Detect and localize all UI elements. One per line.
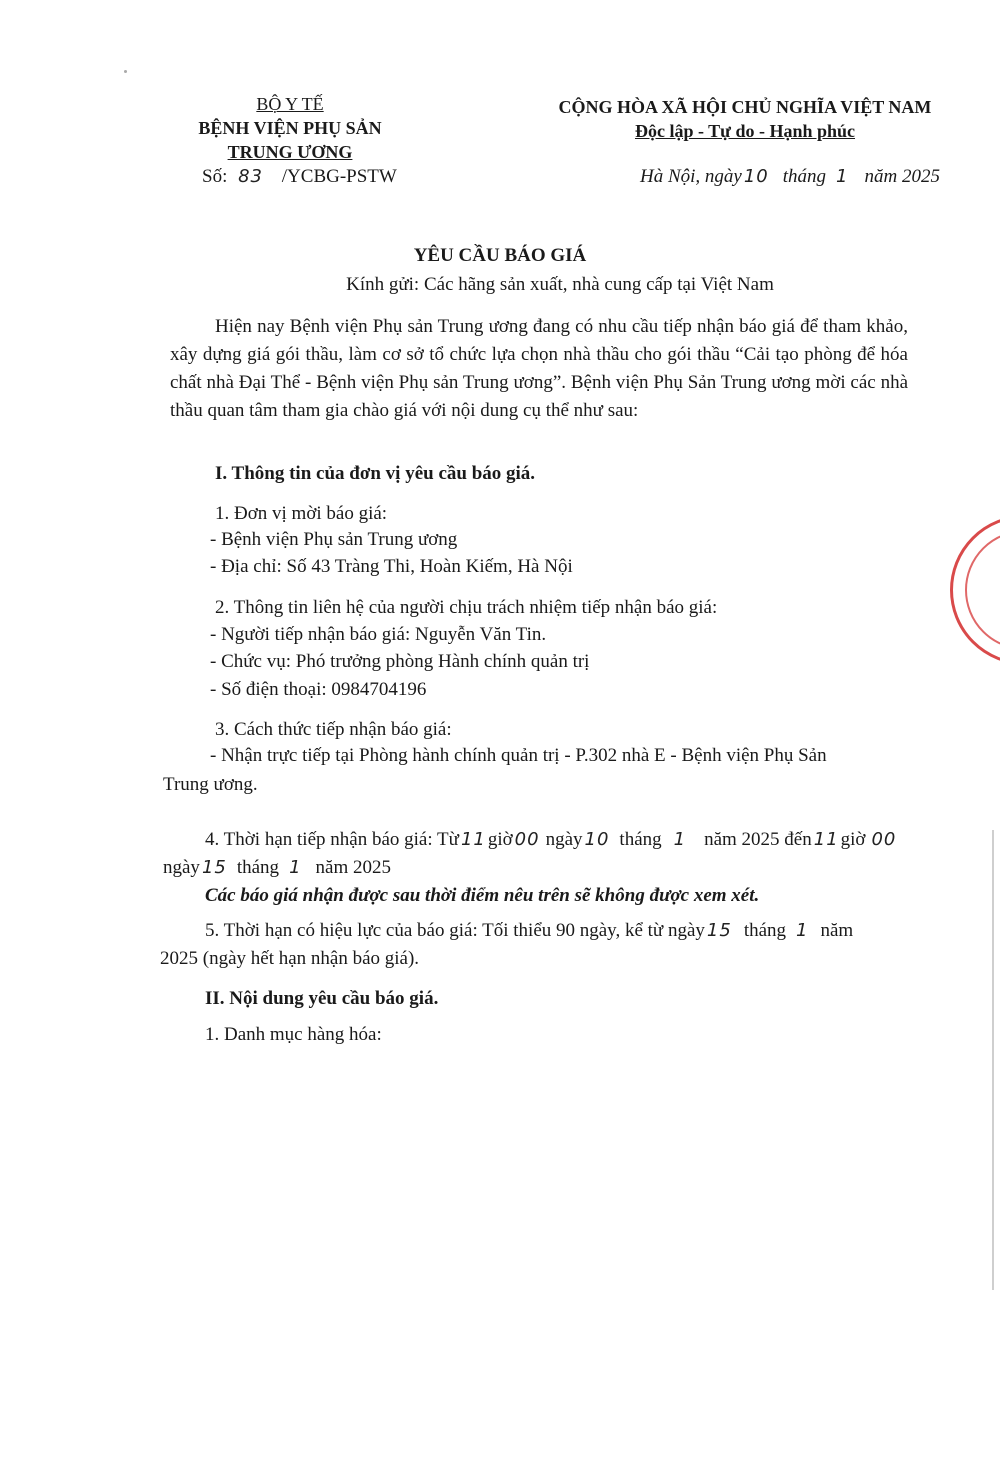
- item4-line1: [205, 826, 896, 854]
- handwritten-day-start: 10: [584, 829, 610, 850]
- document-title: YÊU CẦU BÁO GIÁ: [413, 245, 587, 266]
- item1-title: 1. Đơn vị mời báo giá:: [215, 503, 388, 524]
- hospital-name-line2: TRUNG ƯƠNG: [227, 142, 353, 162]
- country-name: CỘNG HÒA XÃ HỘI CHỦ NGHĨA VIỆT NAM: [558, 97, 932, 117]
- hospital-name-line1: BỆNH VIỆN PHỤ SẢN: [198, 118, 382, 138]
- item2-phone: - Số điện thoại: 0984704196: [210, 679, 427, 700]
- national-motto: Độc lập - Tự do - Hạnh phúc: [634, 121, 856, 141]
- item4-note: Các báo giá nhận được sau thời điểm nêu trên sẽ không được xem xét.: [205, 885, 760, 906]
- section2-item1-title: 1. Danh mục hàng hóa:: [205, 1024, 382, 1045]
- handwritten-day-end: 15: [201, 857, 227, 878]
- item5-text-a: 5. Thời hạn có hiệu lực của báo giá: Tối thiểu 90 ngày, kể từ ngày: [205, 920, 705, 941]
- item5-text-b: tháng: [743, 920, 787, 941]
- intro-paragraph: Hiện nay Bệnh viện Phụ sản Trung ương đang có nhu cầu tiếp nhận báo giá để tham khảo, xây dựng giá gói thầu, làm cơ sở tổ chức lựa chọn nhà thầu cho gói thầu “Cải tạo phòng để hóa chất nhà Đại Thể - Bệnh viện Phụ sản Trung ương”. Bệnh viện Phụ Sản Trung ương mời các nhà thầu quan tâm tham gia chào giá với nội dung cụ thể như sau:: [170, 316, 908, 421]
- handwritten-minute-start: 00: [514, 829, 540, 850]
- item4-line2-text-c: năm 2025: [315, 857, 391, 878]
- section1-heading: I. Thông tin của đơn vị yêu cầu báo giá.: [215, 463, 536, 484]
- number-prefix: Số:: [202, 166, 228, 187]
- stamp-inner-ring: [965, 530, 1000, 650]
- item4-text-f: năm 2025 đến: [704, 829, 812, 850]
- section2-heading: II. Nội dung yêu cầu báo giá.: [205, 988, 439, 1009]
- issuer-block: [160, 92, 420, 164]
- date-year: năm 2025: [864, 166, 940, 187]
- handwritten-hour-end: 11: [813, 829, 839, 850]
- addressee-line: Kính gửi: Các hãng sản xuất, nhà cung cấp tại Việt Nam: [346, 274, 774, 295]
- item4-line2-text-b: tháng: [236, 857, 280, 878]
- handwritten-month-start: 1: [673, 829, 687, 850]
- item2-position: - Chức vụ: Phó trưởng phòng Hành chính quản trị: [210, 651, 590, 672]
- item4-text-e: tháng: [619, 829, 662, 850]
- item1-address: - Địa chỉ: Số 43 Tràng Thi, Hoàn Kiếm, Hà Nội: [210, 556, 573, 577]
- handwritten-month: 1: [836, 166, 849, 187]
- handwritten-minute-end: 00: [871, 829, 897, 850]
- document-number: [202, 166, 397, 188]
- item5-text-c: năm: [820, 920, 854, 941]
- item4-text-b: giờ: [487, 829, 513, 850]
- handwritten-month-end: 1: [289, 857, 302, 878]
- handwritten-number: 83: [238, 166, 264, 187]
- scan-edge-shadow: [992, 830, 994, 1290]
- national-header: [530, 95, 960, 143]
- item4-text-g: giờ: [840, 829, 866, 850]
- issue-date: [640, 166, 940, 188]
- item2-person: - Người tiếp nhận báo giá: Nguyễn Văn Tin.: [210, 624, 547, 645]
- handwritten-hour-start: 11: [460, 829, 486, 850]
- date-place: Hà Nội, ngày: [640, 166, 742, 187]
- handwritten-validity-month: 1: [796, 920, 809, 941]
- item3-title: 3. Cách thức tiếp nhận báo giá:: [215, 719, 452, 740]
- official-stamp: [950, 515, 1000, 665]
- item4-line2: [163, 854, 391, 882]
- item4-line2-text-a: ngày: [163, 857, 200, 878]
- item2-title: 2. Thông tin liên hệ của người chịu trách nhiệm tiếp nhận báo giá:: [215, 597, 718, 618]
- item4-text-a: 4. Thời hạn tiếp nhận báo giá: Từ: [205, 829, 459, 850]
- item4-text-c: ngày: [545, 829, 583, 850]
- item3-line1: - Nhận trực tiếp tại Phòng hành chính quản trị - P.302 nhà E - Bệnh viện Phụ Sản: [210, 745, 827, 766]
- item1-hospital: - Bệnh viện Phụ sản Trung ương: [210, 529, 458, 550]
- item3-line2: Trung ương.: [163, 774, 258, 795]
- date-month-label: tháng: [782, 166, 827, 187]
- item5-line1: [205, 917, 853, 945]
- number-suffix: /YCBG-PSTW: [281, 166, 397, 187]
- handwritten-validity-day: 15: [706, 920, 732, 941]
- scan-speck: [124, 70, 127, 73]
- item5-line2: 2025 (ngày hết hạn nhận báo giá).: [160, 948, 420, 969]
- ministry-name: BỘ Y TẾ: [256, 94, 324, 114]
- handwritten-day: 10: [743, 166, 769, 187]
